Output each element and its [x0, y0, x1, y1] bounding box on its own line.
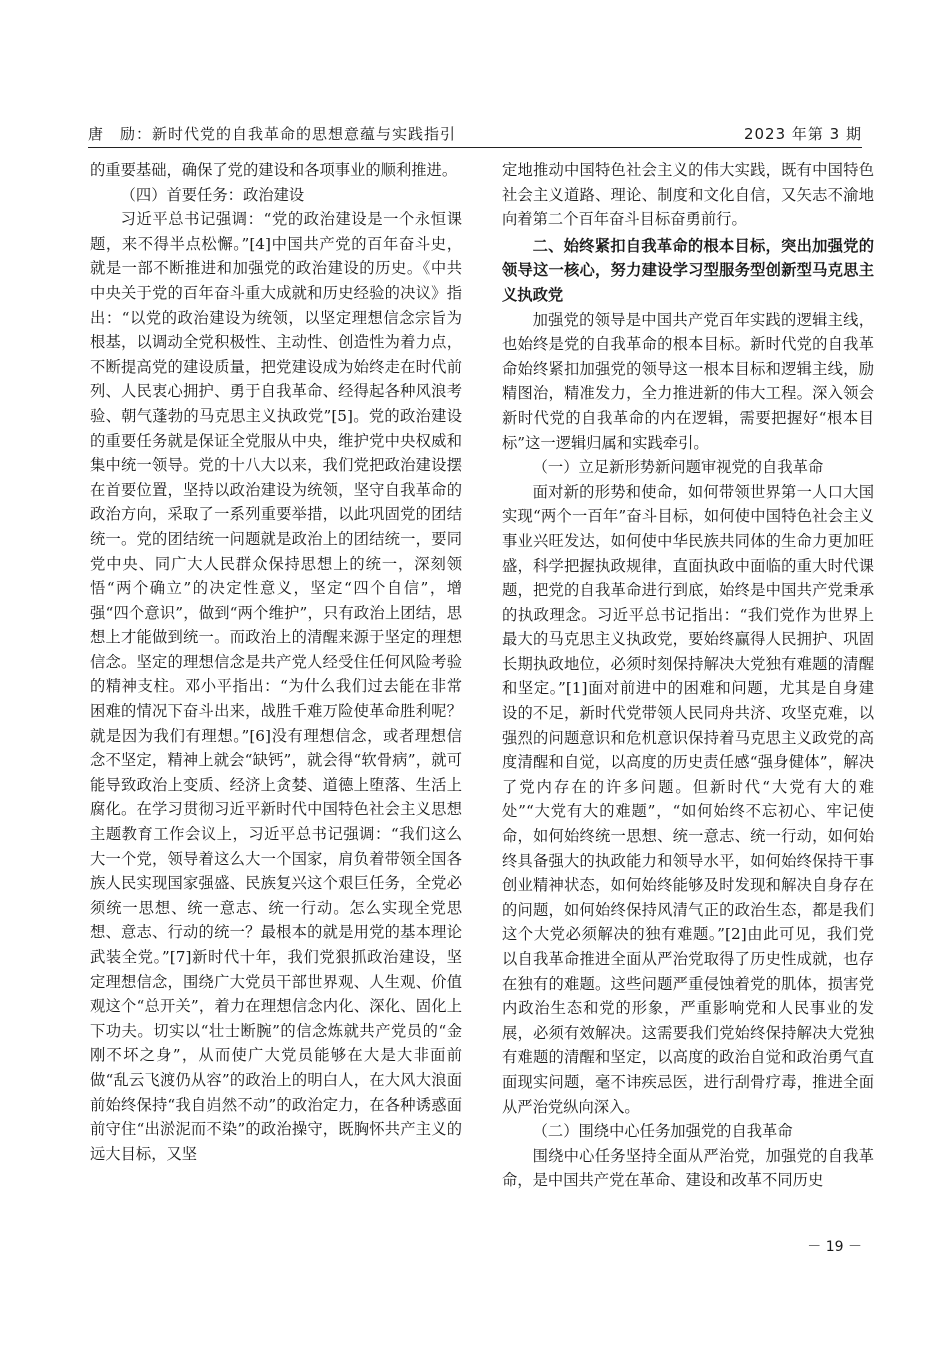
paragraph: 定地推动中国特色社会主义的伟大实践，既有中国特色社会主义道路、理论、制度和文化自信，又矢志不渝地向着第二个百年奋斗目标奋勇前行。: [502, 161, 874, 229]
section-heading: （二）围绕中心任务加强党的自我革命: [532, 1122, 793, 1141]
header-rule: [88, 147, 862, 148]
paragraph: 加强党的领导是中国共产党百年实践的逻辑主线，也始终是党的自我革命的根本目标。新时代党的自我革命始终紧扣加强党的领导这一根本目标和逻辑主线，励精图治，精准发力，全力推进新的伟大工程。深入领会新时代党的自我革命的内在逻辑，需要把握好“根本目标”这一逻辑归属和实践牵引。: [502, 310, 874, 452]
header-article-title: 唐 励：新时代党的自我革命的思想意蕴与实践指引: [88, 125, 457, 143]
paragraph: 习近平总书记强调：“党的政治建设是一个永恒课题，来不得半点松懈。”[4]中国共产党的百年奋斗史，就是一部不断推进和加强党的政治建设的历史。《中共中央关于党的百年奋斗重大成就和历史经验的决议》指出：“以党的政治建设为统领，以坚定理想信念宗旨为根基，以调动全党积极性、主动性、创造性为着力点，不断提高党的建设质量，把党建设成为始终走在时代前列、人民衷心拥护、勇于自我革命、经得起各种风浪考验、朝气蓬勃的马克思主义执政党”[5]。党的政治建设的重要任务就是保证全党服从中央，维护党中央权威和集中统一领导。党的十八大以来，我们党把政治建设摆在首要位置，坚持以政治建设为统领，坚守自我革命的政治方向，采取了一系列重要举措，以此巩固党的团结统一。党的团结统一问题就是政治上的团结统一，要同党中央、同广大人民群众保持思想上的统一，深刻领悟“两个确立”的决定性意义，坚定“四个自信”，增强“四个意识”，做到“两个维护”，只有政治上团结，思想上才能做到统一。而政治上的清醒来源于坚定的理想信念。坚定的理想信念是共产党人经受住任何风险考验的精神支柱。邓小平指出：“为什么我们过去能在非常困难的情况下奋斗出来，战胜千难万险使革命胜利呢？就是因为我们有理想。”[6]没有理想信念，或者理想信念不坚定，精神上就会“缺钙”，就会得“软骨病”，就可能导致政治上变质、经济上贪婪、道德上堕落、生活上腐化。在学习贯彻习近平新时代中国特色社会主义思想主题教育工作会议上，习近平总书记强调：“我们这么大一个党，领导着这么大一个国家，肩负着带领全国各族人民实现国家强盛、民族复兴这个艰巨任务，全党必须统一思想、统一意志、统一行动。怎么实现全党思想、意志、行动的统一？最根本的就是用党的基本理论武装全党。”[7]新时代十年，我们党狠抓政治建设，坚定理想信念，围绕广大党员干部世界观、人生观、价值观这个“总开关”，着力在理想信念内化、深化、固化上下功夫。切实以“壮士断腕”的信念炼就共产党员的“金刚不坏之身”，从而使广大党员能够在大是大非面前做“乱云飞渡仍从容”的政治上的明白人，在大风大浪面前始终保持“我自岿然不动”的政治定力，在各种诱惑面前守住“出淤泥而不染”的政治操守，既胸怀共产主义的远大目标，又坚: [90, 210, 462, 1163]
section-heading-major: 二、始终紧扣自我革命的根本目标，突出加强党的领导这一核心，努力建设学习型服务型创新型马克思主义执政党: [502, 236, 874, 304]
paragraph: 的重要基础，确保了党的建设和各项事业的顺利推进。: [90, 161, 458, 179]
page-number: － 19 －: [807, 1239, 862, 1255]
header-issue: 2023 年第 3 期: [743, 125, 862, 143]
section-heading: （一）立足新形势新问题审视党的自我革命: [532, 458, 824, 477]
paragraph: 围绕中心任务坚持全面从严治党，加强党的自我革命，是中国共产党在革命、建设和改革不同历史: [502, 1146, 874, 1190]
right-column: [502, 158, 874, 1193]
running-header: [88, 118, 862, 144]
left-column: [90, 158, 462, 1166]
section-heading: （四）首要任务：政治建设: [120, 185, 305, 204]
paragraph: 面对新的形势和使命，如何带领世界第一人口大国实现“两个一百年”奋斗目标，如何使中国特色社会主义事业兴旺发达，如何使中华民族共同体的生命力更加旺盛，科学把握执政规律，直面执政中面临的重大时代课题，把党的自我革命进行到底，始终是中国共产党秉承的执政理念。习近平总书记指出：“我们党作为世界上最大的马克思主义执政党，要始终赢得人民拥护、巩固长期执政地位，必须时刻保持解决大党独有难题的清醒和坚定。”[1]面对前进中的困难和问题，尤其是自身建设的不足，新时代党带领人民同舟共济、攻坚克难，以强烈的问题意识和危机意识保持着马克思主义政党的高度清醒和自觉，以高度的历史责任感“强身健体”，解决了党内存在的许多问题。但新时代“大党有大的难处”“大党有大的难题”，“如何始终不忘初心、牢记使命，如何始终统一思想、统一意志、统一行动，如何始终具备强大的执政能力和领导水平，如何始终保持干事创业精神状态，如何始终能够及时发现和解决自身存在的问题，如何始终保持风清气正的政治生态，都是我们这个大党必须解决的独有难题。”[2]由此可见，我们党以自我革命推进全面从严治党取得了历史性成就，也存在独有的难题。这些问题严重侵蚀着党的肌体，损害党内政治生态和党的形象，严重影响党和人民事业的发展，必须有效解决。这需要我们党始终保持解决大党独有难题的清醒和坚定，以高度的政治自觉和政治勇气直面现实问题，毫不讳疾忌医，进行刮骨疗毒，推进全面从严治党纵向深入。: [502, 482, 874, 1116]
